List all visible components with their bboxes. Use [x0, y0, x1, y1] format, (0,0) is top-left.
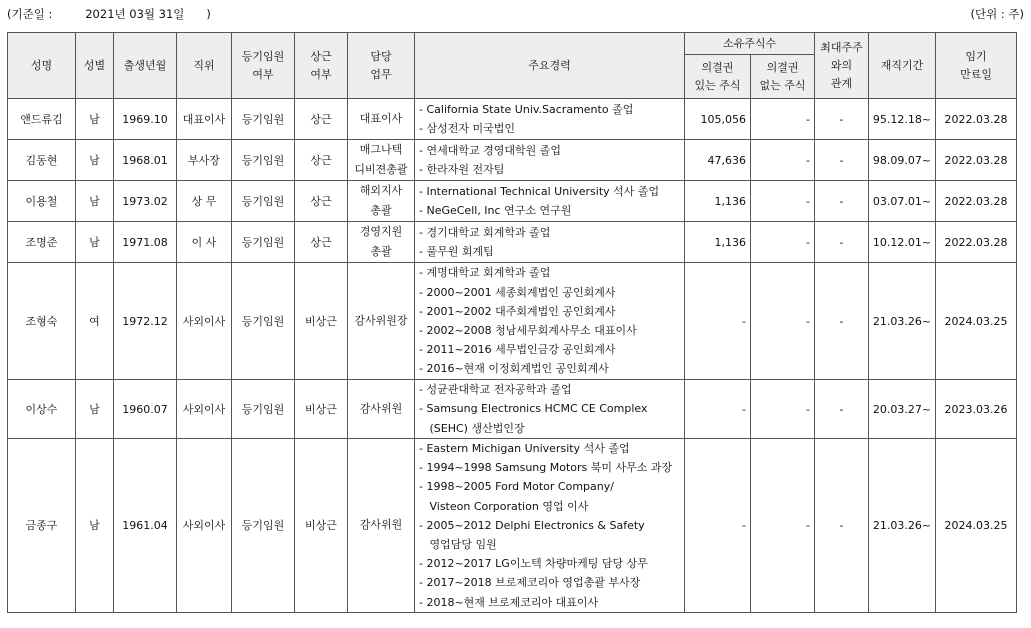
cell-duty	[348, 99, 415, 140]
base-date: (기준일 : 2021년 03월 31일 )	[7, 7, 211, 21]
career-line: - 한라자원 전자팀	[419, 163, 505, 176]
cell-nonvoting-shares: -	[751, 222, 815, 263]
duty-line: 디비젼총괄	[354, 163, 408, 176]
col-birth: 출생년월	[114, 33, 177, 99]
cell-position: 부사장	[177, 140, 232, 181]
cell-position: 이 사	[177, 222, 232, 263]
cell-name: 앤드류김	[8, 99, 76, 140]
cell-career	[415, 99, 685, 140]
cell-term-expiry: 2022.03.28	[936, 181, 1017, 222]
cell-registered: 등기임원	[232, 222, 295, 263]
cell-duty	[348, 140, 415, 181]
cell-gender: 남	[76, 439, 114, 613]
cell-nonvoting-shares: -	[751, 99, 815, 140]
cell-tenure: 10.12.01~	[869, 222, 936, 263]
cell-career	[415, 181, 685, 222]
cell-birth: 1960.07	[114, 380, 177, 439]
career-line: - NeGeCell, Inc 연구소 연구원	[419, 204, 572, 217]
cell-relation: -	[815, 222, 869, 263]
career-line: - 계명대학교 회계학과 졸업	[419, 266, 551, 280]
cell-gender: 남	[76, 181, 114, 222]
table-row	[8, 99, 1017, 140]
career-line: - Eastern Michigan University 석사 졸업	[419, 442, 630, 455]
duty-line: 대표이사	[359, 112, 403, 125]
report-header	[7, 6, 1024, 24]
career-line: - 연세대학교 경영대학원 졸업	[419, 143, 561, 157]
cell-name: 조명준	[8, 222, 76, 263]
cell-registered: 등기임원	[232, 181, 295, 222]
cell-fulltime: 비상근	[295, 439, 348, 613]
table-row	[8, 222, 1017, 263]
career-line: - 2000~2001 세종회계법인 공인회계사	[419, 285, 616, 299]
duty-line: 총괄	[370, 204, 392, 217]
career-line: - 2011~2016 세무법인금강 공인회계사	[419, 343, 616, 357]
cell-nonvoting-shares: -	[751, 439, 815, 613]
col-term: 임기 만료일	[936, 33, 1017, 99]
cell-voting-shares: 1,136	[685, 222, 751, 263]
col-voting: 의결권 있는 주식	[685, 55, 751, 99]
cell-voting-shares: 105,056	[685, 99, 751, 140]
cell-nonvoting-shares: -	[751, 380, 815, 439]
career-line: - 1994~1998 Samsung Motors 북미 사무소 과장	[419, 461, 673, 475]
cell-duty	[348, 222, 415, 263]
career-line: - 1998~2005 Ford Motor Company/	[419, 480, 614, 494]
duty-line: 매그나텍	[359, 143, 403, 156]
cell-position: 상 무	[177, 181, 232, 222]
cell-birth: 1973.02	[114, 181, 177, 222]
duty-line: 감사위원	[359, 518, 403, 532]
col-tenure: 재직기간	[869, 33, 936, 99]
career-line: (SEHC) 생산법인장	[419, 421, 525, 435]
cell-nonvoting-shares: -	[751, 263, 815, 380]
career-line: - 2005~2012 Delphi Electronics & Safety	[419, 518, 645, 532]
cell-name: 금종구	[8, 439, 76, 613]
table-row	[8, 439, 1017, 613]
cell-gender: 남	[76, 140, 114, 181]
cell-career	[415, 263, 685, 380]
career-line: - 2002~2008 청남세무회계사무소 대표이사	[419, 324, 637, 337]
cell-fulltime: 상근	[295, 181, 348, 222]
cell-fulltime: 비상근	[295, 380, 348, 439]
cell-registered: 등기임원	[232, 99, 295, 140]
career-line: - 2016~현재 이정회계법인 공인회계사	[419, 362, 609, 376]
cell-birth: 1972.12	[114, 263, 177, 380]
cell-registered: 등기임원	[232, 439, 295, 613]
cell-term-expiry: 2024.03.25	[936, 263, 1017, 380]
cell-term-expiry: 2022.03.28	[936, 99, 1017, 140]
cell-birth: 1971.08	[114, 222, 177, 263]
col-registered: 등기임원 여부	[232, 33, 295, 99]
col-shares-group: 소유주식수	[685, 33, 815, 55]
career-line: - Samsung Electronics HCMC CE Complex	[419, 402, 648, 416]
duty-line: 총괄	[370, 245, 392, 258]
cell-duty	[348, 439, 415, 613]
col-relation: 최대주주 와의 관계	[815, 33, 869, 99]
cell-tenure: 98.09.07~	[869, 140, 936, 181]
cell-birth: 1968.01	[114, 140, 177, 181]
cell-position: 사외이사	[177, 380, 232, 439]
cell-name: 이용철	[8, 181, 76, 222]
table-row	[8, 380, 1017, 439]
career-line: - 2012~2017 LG이노텍 차량마케팅 담당 상무	[419, 557, 648, 571]
table-row	[8, 140, 1017, 181]
cell-voting-shares: 47,636	[685, 140, 751, 181]
cell-relation: -	[815, 439, 869, 613]
cell-gender: 남	[76, 380, 114, 439]
cell-fulltime: 상근	[295, 140, 348, 181]
cell-fulltime: 비상근	[295, 263, 348, 380]
cell-term-expiry: 2022.03.28	[936, 222, 1017, 263]
career-line: - 풀무원 회계팀	[419, 245, 494, 258]
cell-birth: 1969.10	[114, 99, 177, 140]
col-position: 직위	[177, 33, 232, 99]
career-line: - California State Univ.Sacramento 졸업	[419, 102, 634, 116]
career-line: - 성균관대학교 전자공학과 졸업	[419, 383, 572, 397]
cell-voting-shares: -	[685, 380, 751, 439]
duty-line: 해외지사	[359, 184, 403, 197]
cell-relation: -	[815, 140, 869, 181]
col-duty: 담당 업무	[348, 33, 415, 99]
cell-fulltime: 상근	[295, 99, 348, 140]
cell-registered: 등기임원	[232, 380, 295, 439]
career-line: - 2017~2018 브로제코리아 영업총괄 부사장	[419, 576, 641, 590]
cell-position: 사외이사	[177, 439, 232, 613]
cell-relation: -	[815, 380, 869, 439]
col-name: 성명	[8, 33, 76, 99]
executives-table	[7, 32, 1017, 613]
cell-tenure: 95.12.18~	[869, 99, 936, 140]
cell-career	[415, 222, 685, 263]
career-line: - International Technical University 석사 졸업	[419, 184, 660, 198]
cell-birth: 1961.04	[114, 439, 177, 613]
career-line: 영업담당 임원	[419, 538, 497, 552]
cell-nonvoting-shares: -	[751, 181, 815, 222]
col-nonvoting: 의결권 없는 주식	[751, 55, 815, 99]
cell-relation: -	[815, 263, 869, 380]
career-line: - 2018~현재 브로제코리아 대표이사	[419, 595, 599, 609]
cell-duty	[348, 181, 415, 222]
cell-term-expiry: 2023.03.26	[936, 380, 1017, 439]
cell-relation: -	[815, 99, 869, 140]
cell-gender: 남	[76, 99, 114, 140]
cell-nonvoting-shares: -	[751, 140, 815, 181]
cell-tenure: 21.03.26~	[869, 263, 936, 380]
cell-name: 이상수	[8, 380, 76, 439]
cell-position: 대표이사	[177, 99, 232, 140]
cell-registered: 등기임원	[232, 140, 295, 181]
cell-gender: 남	[76, 222, 114, 263]
duty-line: 감사위원장	[354, 314, 408, 327]
table-row	[8, 181, 1017, 222]
cell-duty	[348, 263, 415, 380]
cell-career	[415, 140, 685, 181]
col-career: 주요경력	[415, 33, 685, 99]
duty-line: 경영지원	[359, 225, 403, 238]
cell-tenure: 21.03.26~	[869, 439, 936, 613]
cell-term-expiry: 2024.03.25	[936, 439, 1017, 613]
cell-voting-shares: -	[685, 439, 751, 613]
career-line: - 삼성전자 미국법인	[419, 122, 515, 135]
career-line: - 경기대학교 회계학과 졸업	[419, 225, 551, 239]
col-gender: 성별	[76, 33, 114, 99]
cell-name: 조형숙	[8, 263, 76, 380]
cell-registered: 등기임원	[232, 263, 295, 380]
unit-label: (단위 : 주)	[970, 7, 1024, 21]
cell-gender: 여	[76, 263, 114, 380]
career-line: Visteon Corporation 영업 이사	[419, 499, 589, 513]
cell-career	[415, 439, 685, 613]
col-fulltime: 상근 여부	[295, 33, 348, 99]
cell-position: 사외이사	[177, 263, 232, 380]
cell-term-expiry: 2022.03.28	[936, 140, 1017, 181]
duty-line: 감사위원	[359, 402, 403, 415]
cell-fulltime: 상근	[295, 222, 348, 263]
cell-tenure: 20.03.27~	[869, 380, 936, 439]
cell-name: 김동현	[8, 140, 76, 181]
career-line: - 2001~2002 대주회계법인 공인회계사	[419, 304, 616, 318]
cell-tenure: 03.07.01~	[869, 181, 936, 222]
table-row	[8, 263, 1017, 380]
cell-duty	[348, 380, 415, 439]
cell-career	[415, 380, 685, 439]
cell-voting-shares: 1,136	[685, 181, 751, 222]
cell-relation: -	[815, 181, 869, 222]
cell-voting-shares: -	[685, 263, 751, 380]
